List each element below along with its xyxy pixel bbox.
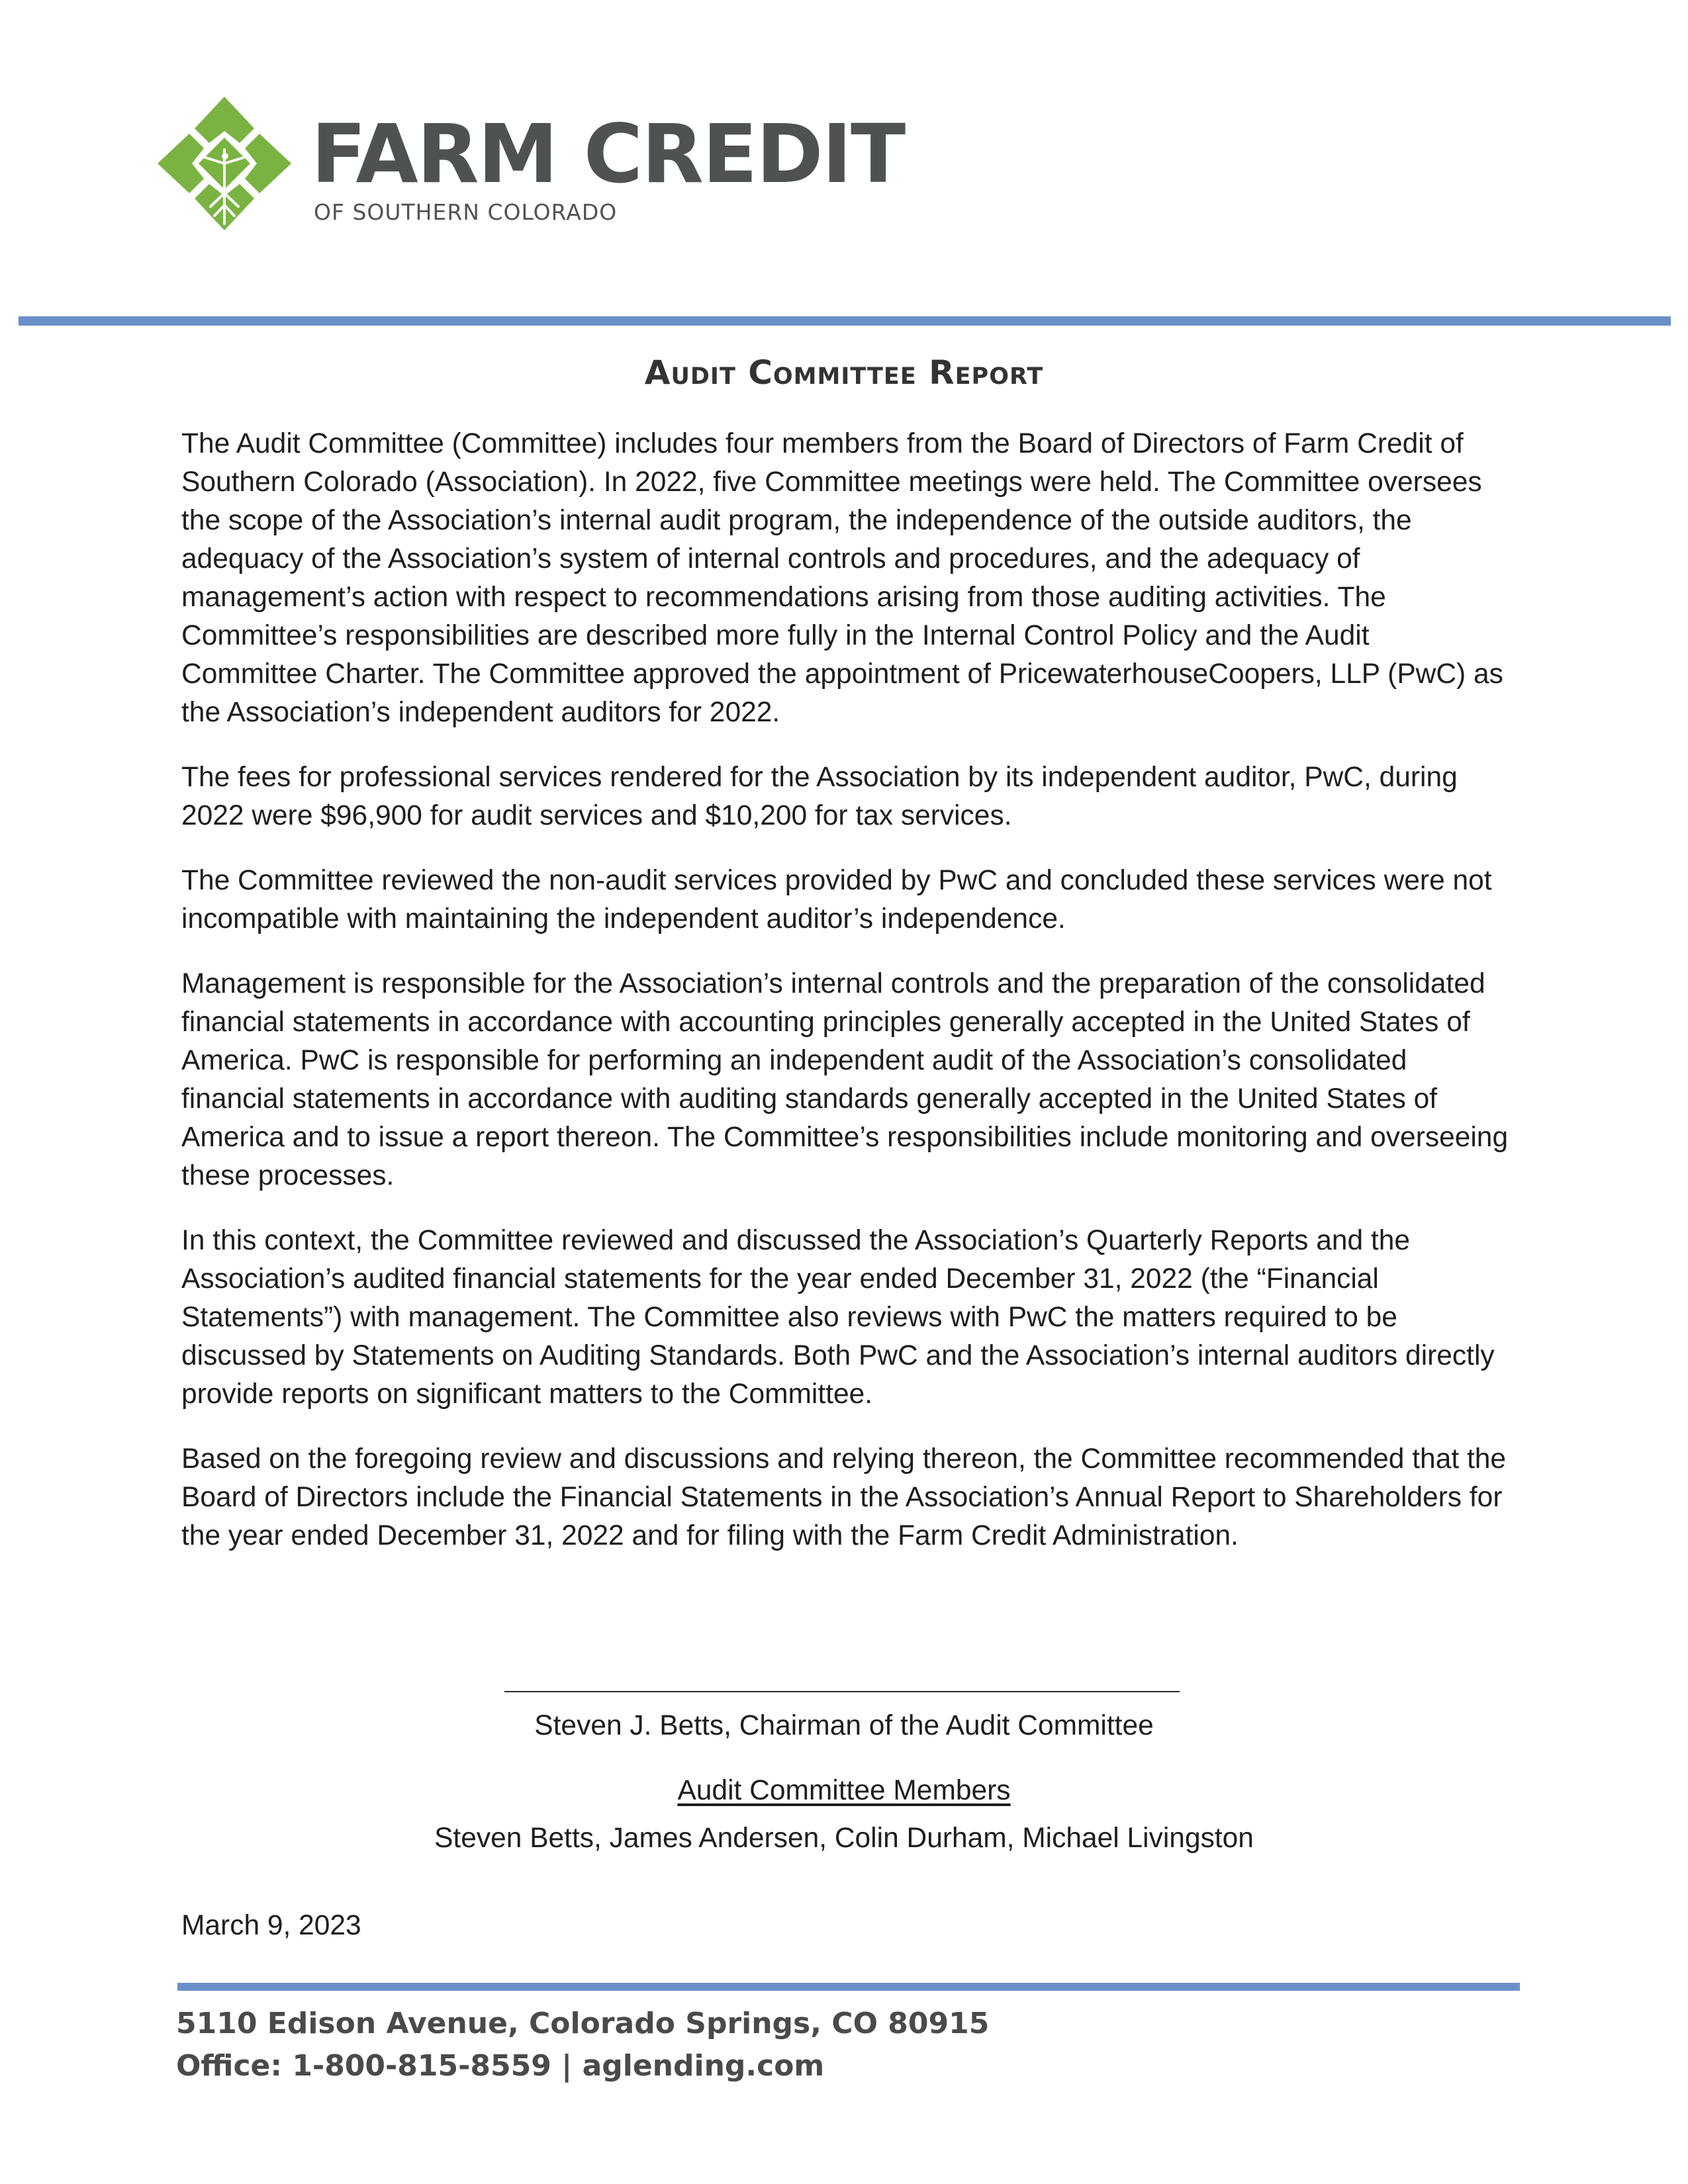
paragraph-fees: The fees for professional services rendered for the Association by its independent auditor, PwC, during 2022 were $96,900 for audit services and $10,200 for tax services.	[181, 762, 1458, 831]
footer-address: 5110 Edison Avenue, Colorado Springs, CO 80915	[176, 2007, 990, 2040]
signer-name: Steven J. Betts, Chairman of the Audit Committee	[534, 1710, 1154, 1741]
leaf-diamond-logo-icon	[155, 94, 294, 233]
header-divider	[19, 316, 1671, 326]
footer-contact: Office: 1-800-815-8559 | aglending.com	[176, 2049, 825, 2083]
paragraph-non-audit-services: The Committee reviewed the non-audit services provided by PwC and concluded these services were not incompatible with maintaining the independent auditor’s independence.	[181, 865, 1492, 934]
members-heading: Audit Committee Members	[677, 1775, 1011, 1806]
brand-subtitle: OF SOUTHERN COLORADO	[314, 199, 618, 225]
paragraph-responsibilities: Management is responsible for the Association’s internal controls and the preparation of the consolidated financial statements in accordance with accounting principles generally accepted in the United States of America. PwC is responsible for performing an independent audit of the Association’s consolidated financial statements in accordance with auditing standards generally accepted in the United States of America and to issue a report thereon. The Committee’s responsibilities include monitoring and overseeing these processes.	[181, 968, 1509, 1191]
footer-divider	[177, 1983, 1520, 1991]
paragraph-review-context: In this context, the Committee reviewed and discussed the Association’s Quarterly Reports and the Association’s audited financial statements for the year ended December 31, 2022 (the “Financial Statements”) with management. The Committee also reviews with PwC the matters required to be discussed by Statements on Auditing Standards. Both PwC and the Association’s internal auditors directly provide reports on significant matters to the Committee.	[181, 1225, 1495, 1410]
paragraph-recommendation: Based on the foregoing review and discussions and relying thereon, the Committee recommended that the Board of Directors include the Financial Statements in the Association’s Annual Report to Shareholders for the year ended December 31, 2022 and for filing with the Farm Credit Administration.	[181, 1443, 1507, 1551]
signature-line	[504, 1691, 1180, 1692]
report-date: March 9, 2023	[181, 1910, 361, 1941]
members-list: Steven Betts, James Andersen, Colin Durham, Michael Livingston	[434, 1823, 1254, 1854]
brand-name: FARM CREDIT	[311, 107, 905, 201]
report-body	[181, 425, 1509, 1582]
page-title: Audit Committee Report	[644, 353, 1044, 392]
paragraph-committee-overview: The Audit Committee (Committee) includes four members from the Board of Directors of Farm Credit of Southern Colorado (Association). In 2022, five Committee meetings were held. The Committee oversees the scope of the Association’s internal audit program, the independence of the outside auditors, the adequacy of the Association’s system of internal controls and procedures, and the adequacy of management’s action with respect to recommendations arising from those auditing activities. The Committee’s responsibilities are described more fully in the Internal Control Policy and the Audit Committee Charter. The Committee approved the appointment of PricewaterhouseCoopers, LLP (PwC) as the Association’s independent auditors for 2022.	[181, 428, 1503, 728]
